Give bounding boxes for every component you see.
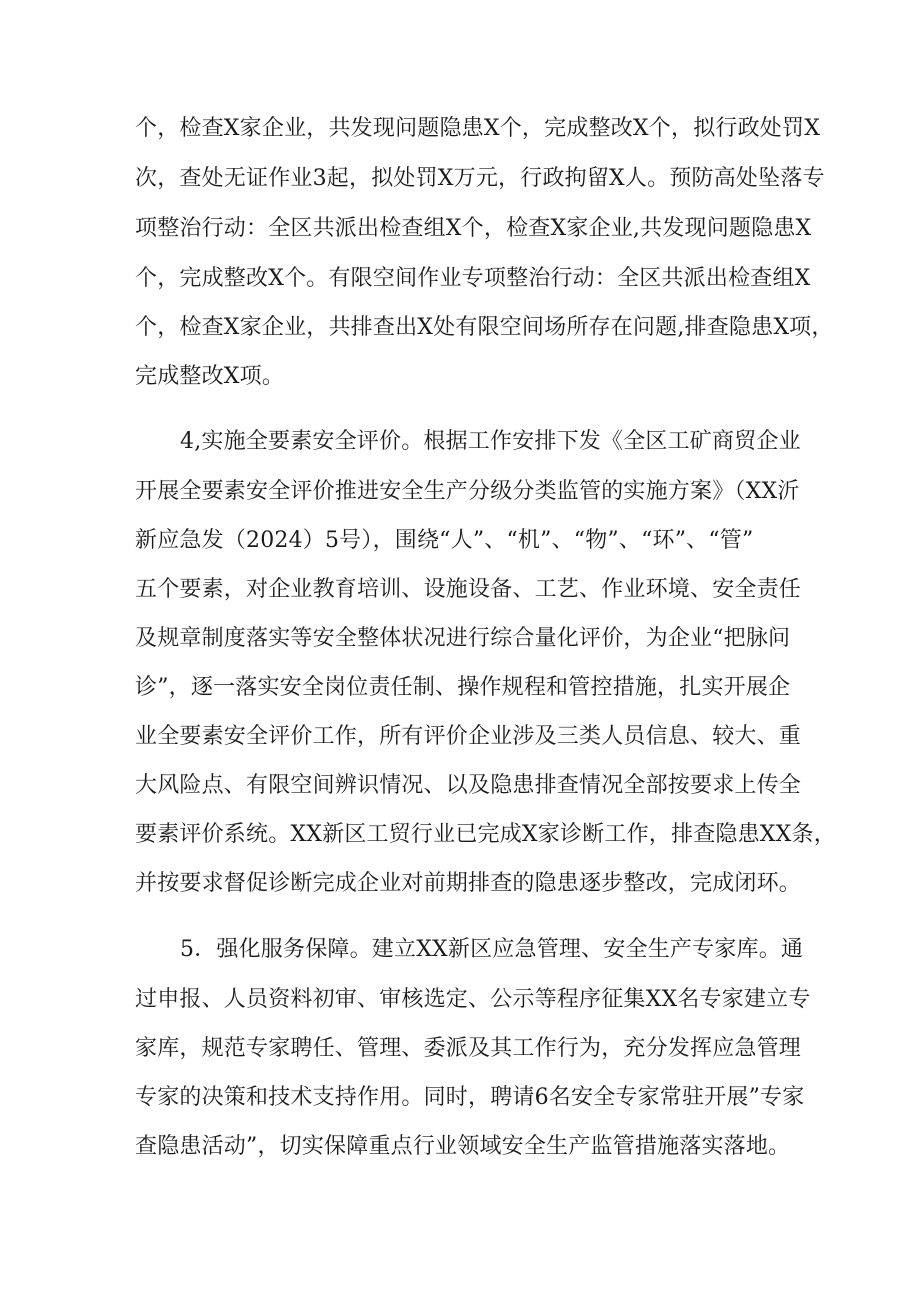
paragraph-line: 个，检查X家企业，共排查出X处有限空间场所存在问题,排查隐患X项， — [135, 315, 834, 340]
paragraph-line: 个，完成整改X个。有限空间作业专项整治行动：全区共派出检查组X — [135, 266, 811, 291]
paragraph-line: 个，检查X家企业，共发现问题隐患X个，完成整改X个，拟行政处罚X — [135, 116, 821, 141]
paragraph-4-line: 4,实施全要素安全评价。根据工作安排下发《全区工矿商贸企业 — [180, 429, 801, 454]
paragraph-4-line: 五个要素，对企业教育培训、设施设备、工艺、作业环境、安全责任 — [135, 577, 802, 602]
paragraph-line: 次，查处无证作业3起，拟处罚X万元，行政拘留X人。预防高处坠落专 — [135, 166, 825, 191]
paragraph-5-line: 5．强化服务保障。建立XX新区应急管理、安全生产专家库。通 — [180, 937, 804, 962]
paragraph-4-line: 诊”，逐一落实安全岗位责任制、操作规程和管控措施，扎实开展企 — [135, 675, 791, 700]
paragraph-4-line: 开展全要素安全评价推进安全生产分级分类监管的实施方案》（XX沂 — [135, 479, 800, 504]
paragraph-line: 项整治行动：全区共派出检查组X个，检查X家企业,共发现问题隐患X — [135, 216, 812, 241]
paragraph-5-line: 专家的决策和技术支持作用。同时，聘请6名安全专家常驻开展”专家 — [135, 1085, 805, 1110]
paragraph-line: 完成整改X项。 — [135, 364, 285, 389]
paragraph-5-line: 过申报、人员资料初审、审核选定、公示等程序征集XX名专家建立专 — [135, 987, 811, 1012]
paragraph-4-line: 大风险点、有限空间辨识情况、以及隐患排查情况全部按要求上传全 — [135, 773, 802, 798]
paragraph-5-line: 家库，规范专家聘任、管理、委派及其工作行为，充分发挥应急管理 — [135, 1036, 802, 1061]
paragraph-4-line: 并按要求督促诊断完成企业对前期排查的隐患逐步整改，完成闭环。 — [135, 871, 802, 896]
paragraph-4-line: 要素评价系统。XX新区工贸行业已完成X家诊断工作，排查隐患XX条， — [135, 822, 836, 847]
paragraph-4-line: 新应急发（2024）5号），围绕“人”、“机”、“物”、“环”、“管” — [135, 528, 754, 553]
paragraph-5-line: 查隐患活动”，切实保障重点行业领域安全生产监管措施落实落地。 — [135, 1134, 791, 1159]
paragraph-4-line: 及规章制度落实等安全整体状况进行综合量化评价，为企业“把脉问 — [135, 626, 791, 651]
paragraph-4-line: 业全要素安全评价工作，所有评价企业涉及三类人员信息、较大、重 — [135, 724, 802, 749]
